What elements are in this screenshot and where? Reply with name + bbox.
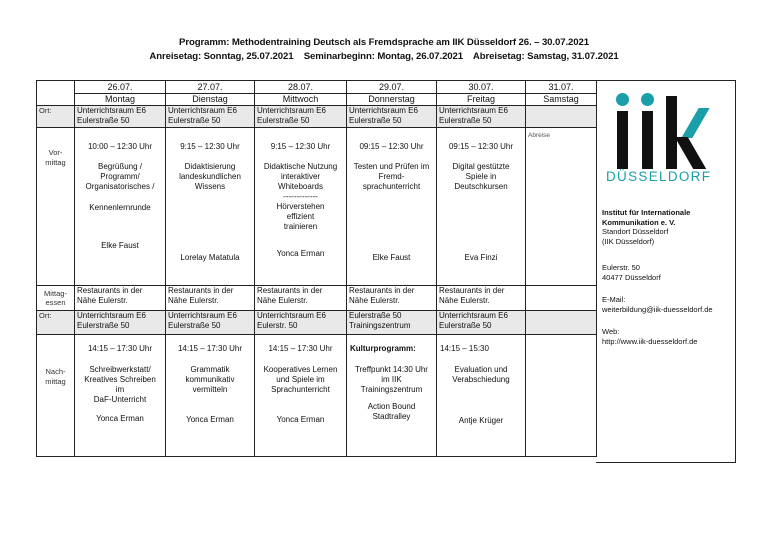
location-cell: [526, 311, 597, 335]
lunch-cell: Restaurants in der Nähe Eulerstr.: [75, 286, 166, 311]
location-cell: Eulerstraße 50 Trainingszentrum: [347, 311, 437, 335]
session-time: 14:15 – 17:30 Uhr: [268, 344, 333, 353]
location-cell: Unterrichtsraum E6 Eulerstraße 50: [255, 106, 347, 128]
morning-row: [37, 128, 597, 286]
location-cell: [526, 106, 597, 128]
session-cell: [526, 128, 597, 286]
date-cell: 30.07.: [437, 81, 526, 94]
session-person: Yonca Erman: [96, 414, 144, 423]
logo-dot-icon: [616, 93, 629, 106]
logo-stem-icon: [666, 96, 677, 169]
date-cell: 26.07.: [75, 81, 166, 94]
session-person: Yonca Erman: [276, 249, 325, 258]
session-time: 09:15 – 12:30 Uhr: [448, 142, 514, 151]
date-cell: 31.07.: [526, 81, 597, 94]
session-cell: 14:15 – 15:30 Evaluation und Verabschiedung Antje Krüger: [437, 335, 526, 457]
lunch-cell: Restaurants in der Nähe Eulerstr.: [347, 286, 437, 311]
corner-cell: [37, 81, 75, 94]
lunch-row: [37, 286, 597, 311]
logo-dot-icon: [641, 93, 654, 106]
session-cell: 09:15 – 12:30 Uhr Digital gestützte Spiele in Deutschkursen Eva Finzi: [437, 128, 526, 286]
location-cell: Unterrichtsraum E6 Eulerstraße 50: [166, 106, 255, 128]
logo-stem-icon: [642, 111, 653, 169]
session-cell: 14:15 – 17:30 Uhr Schreibwerkstatt/ Kreatives Schreiben im DaF-Unterricht Yonca Erman: [75, 335, 166, 457]
weekday-cell: Freitag: [437, 94, 526, 106]
session-cell: Kulturprogramm: Treffpunkt 14:30 Uhr im IIK Trainingszentrum Action Bound Stadtralley: [347, 335, 437, 457]
date-cell: 27.07.: [166, 81, 255, 94]
schedule-table: [36, 80, 597, 457]
row-label-vormittag: Vor- mittag: [37, 128, 75, 286]
date-row: [37, 81, 597, 94]
weekday-cell: Donnerstag: [347, 94, 437, 106]
session-person: Yonca Erman: [186, 415, 234, 424]
lunch-cell: [526, 286, 597, 311]
session-time: 14:15 – 17:30 Uhr: [177, 344, 243, 353]
lunch-cell: Restaurants in der Nähe Eulerstr.: [437, 286, 526, 311]
row-label-ort: Ort:: [37, 106, 75, 128]
institute-name: Institut für Internationale Kommunikation e. V. Standort Düsseldorf (IIK Düsseldorf): [602, 208, 691, 246]
location-cell: Unterrichtsraum E6 Eulerstraße 50: [166, 311, 255, 335]
location-cell: Unterrichtsraum E6 Eulerstraße 50: [75, 106, 166, 128]
session-cell: 9:15 – 12:30 Uhr Didaktische Nutzung interaktiver Whiteboards ------------- Hörverstehen effizient trainieren Yonca Erman: [255, 128, 347, 286]
session-person: Eva Finzi: [464, 253, 498, 262]
iik-logo: [606, 91, 726, 201]
session-person: Elke Faust: [372, 253, 411, 262]
row-label-mittagessen: Mittag- essen: [37, 286, 75, 311]
session-time: 10:00 – 12:30 Uhr: [87, 142, 153, 151]
weekday-row: [37, 94, 597, 106]
row-label-ort: Ort:: [37, 311, 75, 335]
location-cell: Unterrichtsraum E6 Eulerstraße 50: [75, 311, 166, 335]
session-cell: 10:00 – 12:30 Uhr Begrüßung / Programm/ Organisatorisches / Kennenlernrunde Elke Faust: [75, 128, 166, 286]
institute-web: Web: http://www.iik-duesseldorf.de: [602, 327, 698, 346]
weekday-cell: Dienstag: [166, 94, 255, 106]
row-label-nachmittag: Nach- mittag: [37, 335, 75, 457]
session-time: 14:15 – 15:30: [440, 344, 489, 353]
ort-afternoon-row: [37, 311, 597, 335]
date-cell: 29.07.: [347, 81, 437, 94]
logo-accent-icon: [681, 108, 709, 138]
logo-leg-icon: [675, 137, 706, 169]
lunch-cell: Restaurants in der Nähe Eulerstr.: [166, 286, 255, 311]
afternoon-row: [37, 335, 597, 457]
session-cell: 14:15 – 17:30 Uhr Kooperatives Lernen und Spiele im Sprachunterricht Yonca Erman: [255, 335, 347, 457]
location-cell: Unterrichtsraum E6 Eulerstr. 50: [255, 311, 347, 335]
corner-cell: [37, 94, 75, 106]
abreise-note: Abreise: [528, 132, 551, 139]
weekday-cell: Montag: [75, 94, 166, 106]
session-cell: 9:15 – 12:30 Uhr Didaktisierung landeskundlichen Wissens Lorelay Matatula: [166, 128, 255, 286]
lunch-cell: Restaurants in der Nähe Eulerstr.: [255, 286, 347, 311]
location-cell: Unterrichtsraum E6 Eulerstraße 50: [437, 106, 526, 128]
institute-email: E-Mail: weiterbildung@iik-duesseldorf.de: [602, 295, 713, 314]
institute-address: Eulerstr. 50 40477 Düsseldorf: [602, 263, 661, 282]
session-time: 9:15 – 12:30 Uhr: [180, 142, 240, 151]
logo-stem-icon: [617, 111, 628, 169]
session-person: Elke Faust: [101, 241, 139, 250]
session-person: Antje Krüger: [458, 416, 504, 425]
institute-panel: [596, 80, 736, 463]
weekday-cell: Samstag: [526, 94, 597, 106]
session-time: 9:15 – 12:30 Uhr: [270, 142, 331, 151]
location-cell: Unterrichtsraum E6 Eulerstraße 50: [347, 106, 437, 128]
document-title: Programm: Methodentraining Deutsch als Fremdsprache am IIK Düsseldorf 26. – 30.07.2021: [179, 37, 589, 48]
document-subtitle: Anreisetag: Sonntag, 25.07.2021 Seminarbeginn: Montag, 26.07.2021 Abreisetag: Samstag, 31.07.2021: [149, 51, 619, 62]
ort-morning-row: [37, 106, 597, 128]
logo-city: DÜSSELDORF: [606, 169, 712, 184]
date-cell: 28.07.: [255, 81, 347, 94]
session-time: 09:15 – 12:30 Uhr: [359, 142, 424, 151]
session-cell: 14:15 – 17:30 Uhr Grammatik kommunikativ vermitteln Yonca Erman: [166, 335, 255, 457]
session-cell: 09:15 – 12:30 Uhr Testen und Prüfen im Fremd- sprachunterricht Elke Faust: [347, 128, 437, 286]
session-person: Lorelay Matatula: [180, 253, 240, 262]
session-person: Yonca Erman: [276, 415, 325, 424]
location-cell: Unterrichtsraum E6 Eulerstraße 50: [437, 311, 526, 335]
session-cell: [526, 335, 597, 457]
session-time: Kulturprogramm:: [350, 344, 416, 353]
weekday-cell: Mittwoch: [255, 94, 347, 106]
session-time: 14:15 – 17:30 Uhr: [87, 344, 153, 353]
